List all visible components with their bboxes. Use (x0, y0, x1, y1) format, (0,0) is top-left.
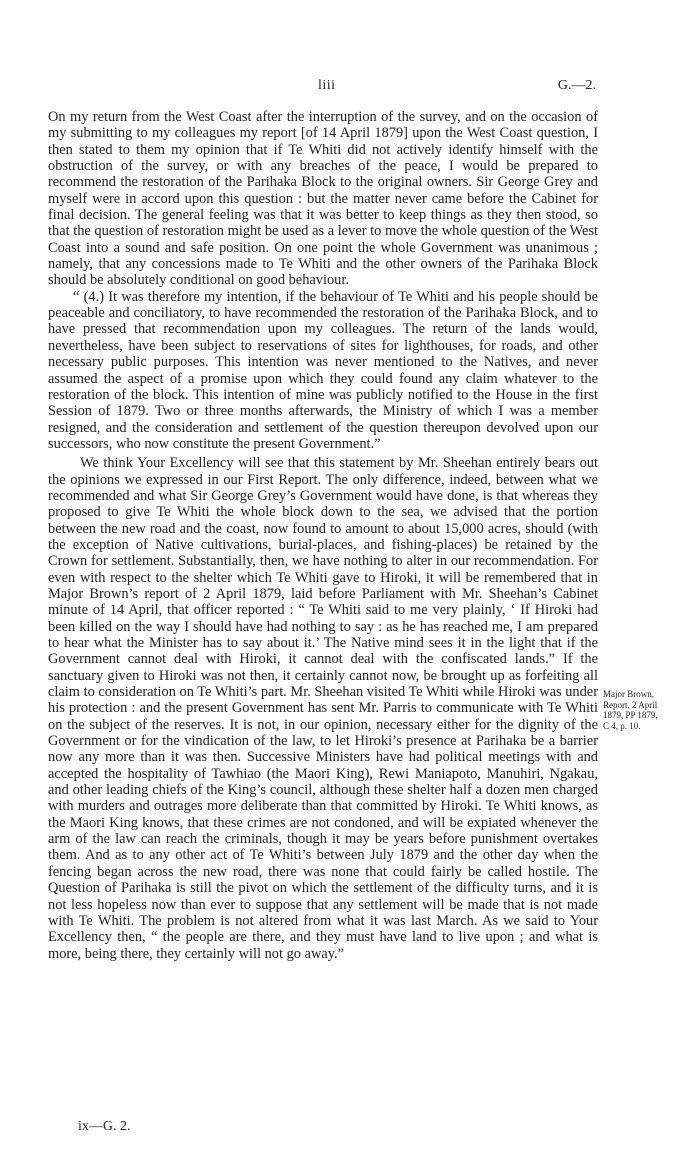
margin-note-line: Report, 2 April (603, 699, 658, 710)
page-header (0, 78, 700, 98)
margin-note-line: Major Brown, (603, 689, 654, 699)
paragraph-sheehan-quote-continued: On my return from the West Coast after the interruption of the survey, and on the occasion of my submitting to my colleagues my report [of 14 April 1879] upon the West Coast question, I then stated to them my opinion that if Te Whiti did not actively identify himself with the obstruction of the survey, or with any breaches of the peace, I would be prepared to recommend the restoration of the Parihaka Block to the original owners. Sir George Grey and myself were in accord upon this question : but the matter never came before the Cabinet for final decision. The general feeling was that it was better to keep things as they then stood, so that the question of restoration might be used as a lever to move the whole question of the West Coast into a sound and safe position. On one point the whole Government was unanimous ; namely, that any concessions made to Te Whiti and the other owners of the Parihaka Block should be absolutely conditional on good behaviour. (48, 109, 598, 289)
margin-note-line: C 4, p. 10. (603, 720, 641, 731)
margin-note (603, 689, 683, 731)
document-body (48, 109, 598, 962)
page-number: liii (318, 78, 336, 93)
margin-note-line: 1879, PP 1879, (603, 710, 658, 720)
paper-reference: G.—2. (557, 78, 596, 93)
paragraph-commission-response: We think Your Excellency will see that this statement by Mr. Sheehan entirely bears out the opinions we expressed in our First Report. The only difference, indeed, between what we recommended and what Sir George Grey’s Government would have done, is that whereas they proposed to give Te Whiti the whole block down to the sea, we advised that the portion between the new road and the coast, now found to amount to about 15,000 acres, should (with the exception of Native cultivations, burial-places, and fishing-places) be retained by the Crown for settlement. Substantially, then, we have nothing to alter in our recommendation. For even with respect to the shelter which Te Whiti gave to Hiroki, it will be remembered that in Major Brown’s report of 2 April 1879, laid before Parliament with Mr. Sheehan’s Cabinet minute of 14 April, that officer reported : “ Te Whiti said to me very plainly, ‘ If Hiroki had been killed on the way I should have had nothing to say : as he has reached me, I am prepared to hear what the Minister has to say about it.’ The Native mind sees it in the light that if the Government cannot deal with Hiroki, it cannot deal with the confiscated lands.” If the sanctuary given to Hiroki was not then, it certainly cannot now, be brought up as forfeiting all claim to consideration on Te Whiti’s part. Mr. Sheehan visited Te Whiti while Hiroki was under his protection : and the present Government has sent Mr. Parris to communicate with Te Whiti on the subject of the reserves. It is not, in our opinion, necessary either for the dignity of the Government or for the vindication of the law, to let Hiroki’s presence at Parihaka be a barrier now any more than it was then. Successive Ministers have had political meetings with and accepted the hospitality of Tawhiao (the Maori King), Rewi Maniapoto, Manuhiri, Ngakau, and other leading chiefs of the King’s council, although these shelter half a dozen men charged with murders and outrages more deliberate than that committed by Hiroki. Te Whiti knows, as the Maori King knows, that these crimes are not condoned, and will be expiated whenever the arm of the law can reach the criminals, though it may be years before punishment overtakes them. And as to any other act of Te Whiti’s between July 1879 and the other day when the fencing began across the new road, there was none that could fairly be called hostile. The Question of Parihaka is still the pivot on which the settlement of the difficulty turns, and it is not less hopeless now than ever to suppose that any settlement will be made that is not made with Te Whiti. The problem is not altered from what it was last March. As we said to Your Excellency then, “ the people are there, and they must have land to live upon ; and what is more, being there, they certainly will not go away.” (48, 455, 598, 962)
printer-signature: ix—G. 2. (78, 1119, 131, 1134)
paragraph-sheehan-quote-point-4: “ (4.) It was therefore my intention, if the behaviour of Te Whiti and his people should be peaceable and conciliatory, to have recommended the restoration of the Parihaka Block, and to have pressed that recommendation upon my colleagues. The return of the lands would, nevertheless, have been subject to reservations of sites for lighthouses, for roads, and other necessary public purposes. This intention was never mentioned to the Natives, and never assumed the aspect of a promise upon which they could found any claim whatever to the restoration of the block. This intention of mine was publicly notified to the House in the first Session of 1879. Two or three months afterwards, the Ministry of which I was a member resigned, and the consideration and settlement of the question thereupon devolved upon our successors, who now constitute the present Government.” (48, 288, 598, 452)
